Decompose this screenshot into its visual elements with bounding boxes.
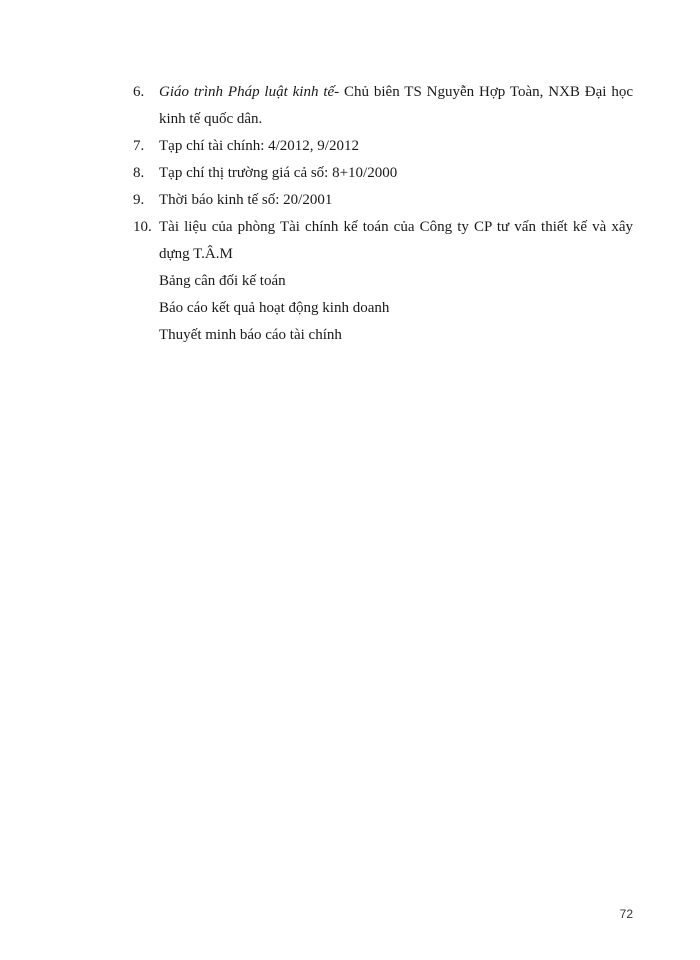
reference-number: 10.: [133, 219, 152, 235]
reference-item-8: [133, 160, 633, 187]
reference-item-10: [133, 214, 633, 268]
reference-item-6: [133, 79, 633, 133]
sub-item-financial-notes: Thuyết minh báo cáo tài chính: [159, 327, 342, 343]
sub-item-balance-sheet: Bảng cân đối kế toán: [159, 273, 286, 289]
reference-number: 6.: [133, 84, 145, 100]
reference-number: 8.: [133, 165, 145, 181]
reference-item-7: [133, 133, 633, 160]
reference-item-9: [133, 187, 633, 214]
reference-text: Tạp chí thị trường giá cả số: 8+10/2000: [159, 165, 398, 181]
sub-item-income-statement: Báo cáo kết quả hoạt động kinh doanh: [159, 300, 390, 316]
reference-text: Thời báo kinh tế số: 20/2001: [159, 192, 333, 208]
reference-number: 7.: [133, 138, 145, 154]
reference-text: [159, 79, 633, 133]
reference-title-italic: Giáo trình Pháp luật kinh tế-: [159, 84, 340, 100]
page-number: 72: [619, 907, 633, 921]
reference-list: [133, 79, 633, 349]
reference-details: Chủ biên TS Nguyễn Hợp Toàn, NXB Đại học kinh tế quốc dân.: [159, 84, 633, 127]
reference-text: Tạp chí tài chính: 4/2012, 9/2012: [159, 138, 359, 154]
reference-number: 9.: [133, 192, 145, 208]
reference-text: Tài liệu của phòng Tài chính kế toán của Công ty CP tư vấn thiết kế và xây dựng T.Â.M: [159, 219, 633, 262]
